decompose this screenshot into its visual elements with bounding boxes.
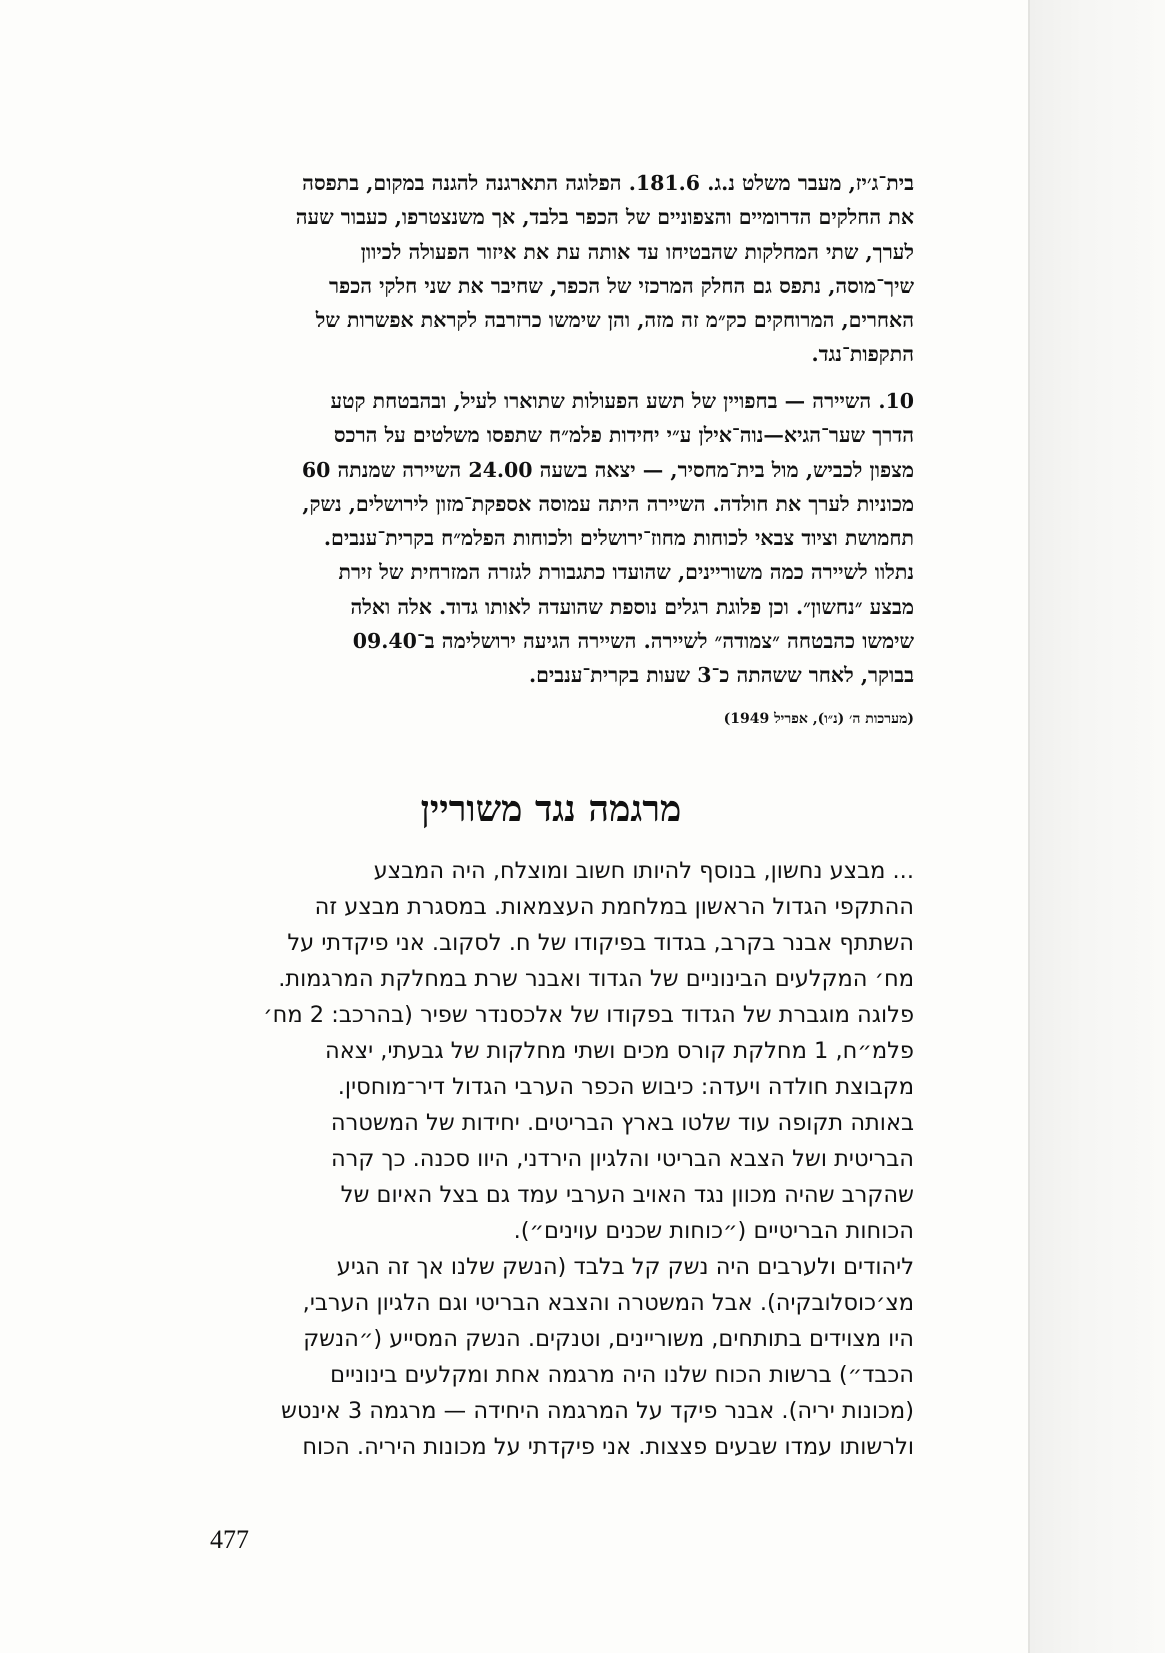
text-line: שיך־מוסה, נתפס גם החלק המרכזי של הכפר, שחיבר את שני חלקי הכפר [328,273,914,298]
text-line: (מכונות יריה). אבנר פיקד על המרגמה היחידה — מרגמה 3 אינטש [281,1398,914,1424]
page-number: 477 [210,1525,249,1554]
text-line: ... מבצע נחשון, בנוסף להיותו חשוב ומוצלח, היה המבצע [373,858,914,884]
text-line: מצפון לכביש, מול בית־מחסיר, — יצאה בשעה 24.00 השיירה שמנתה 60 [301,457,914,482]
text-line: 10. השיירה — בחפויין של תשע הפעולות שתוארו לעיל, ובהבטחת קטע [330,389,914,413]
text-line: היו מצוידים בתותחים, משוריינים, וטנקים. הנשק המסייע (״הנשק [303,1326,914,1352]
text-line: באותה תקופה עוד שלטו בארץ הבריטים. יחידות של המשטרה [330,1110,914,1136]
source-citation: (מערכות ה׳ (נ״ו), אפריל 1949) [723,711,914,727]
text-line: בבוקר, לאחר ששהתה כ־3 שעות בקרית־ענבים. [528,663,914,688]
text-line: פלמ״ח, 1 מחלקת קורס מכים ושתי מחלקות של גבעתי, יצאה [325,1038,914,1064]
text-line: השתתף אבנר בקרב, בגדוד בפיקודו של ח. לסקוב. אני פיקדתי על [287,930,914,956]
text-line: מבצע ״נחשון״. וכן פלוגת רגלים נוספת שהועדה לאותו גדוד. אלה ואלה [350,594,914,619]
text-line: הכוחות הבריטיים (״כוחות שכנים עוינים״). [513,1218,914,1244]
text-line: תחמושת וציוד צבאי לכוחות מחוז־ירושלים ולכוחות הפלמ״ח בקרית־ענבים. [323,526,914,551]
text-line: את החלקים הדרומיים והצפוניים של הכפר בלבד, אך משנצטרפו, כעבור שעה [295,205,914,230]
section-heading: מרגמה נגד משוריין [420,788,682,830]
text-line: הכבד״) ברשות הכוח שלנו היה מרגמה אחת ומקלעים בינוניים [330,1362,914,1388]
text-line: בית־ג׳יז, מעבר משלט נ.ג. 181.6. הפלוגה התארגנה להגנה במקום, בתפסה [302,171,914,195]
text-line: התקפות־נגד. [811,342,914,367]
page-edge-shadow [1030,0,1165,1653]
text-line: נתלוו לשיירה כמה משוריינים, שהועדו כתגבורת לגזרה המזרחית של זירת [338,560,914,585]
text-line: לערך, שתי המחלקות שהבטיחו עד אותה עת את איזור הפעולה לכיוון [360,239,914,264]
text-line: מצ׳כוסלובקיה). אבל המשטרה והצבא הבריטי וגם הלגיון הערבי, [302,1290,914,1316]
text-line: ליהודים ולערבים היה נשק קל בלבד (הנשק שלנו אך זה הגיע [336,1254,914,1280]
text-line: הבריטית ושל הצבא הבריטי והלגיון הירדני, היוו סכנה. כך קרה [330,1146,914,1172]
body-text [188,853,914,1465]
text-line: מקבוצת חולדה ויעדה: כיבוש הכפר הערבי הגדול דיר־מוחסין. [337,1074,914,1100]
text-line: שהקרב שהיה מכוון נגד האויב הערבי עמד גם בצל האיום של [340,1182,914,1208]
text-line: ולרשותו עמדו שבעים פצצות. אני פיקדתי על מכונות היריה. הכוח [302,1434,914,1460]
text-line: מח׳ המקלעים הבינוניים של הגדוד ואבנר שרת במחלקת המרגמות. [278,966,914,992]
text-line: הדרך שער־הגיא—נוה־אילן ע״י יחידות פלמ״ח שתפסו משלטים על הרכס [333,423,914,448]
text-line: האחרים, המרוחקים כק״מ זה מזה, והן שימשו כרזרבה לקראת אפשרות של [315,308,914,333]
section-10-paragraph [188,384,914,693]
text-line: פלוגה מוגברת של הגדוד בפקודו של אלכסנדר שפיר (בהרכב: 2 מח׳ [263,1002,914,1028]
text-line: מכוניות לערך את חולדה. השיירה היתה עמוסה אספקת־מזון לירושלים, נשק, [302,491,914,516]
top-paragraph [188,166,914,372]
text-line: שימשו כהבטחה ״צמודה״ לשיירה. השיירה הגיעה ירושלימה ב־09.40 [352,629,914,654]
text-line: ההתקפי הגדול הראשון במלחמת העצמאות. במסגרת מבצע זה [314,894,914,920]
